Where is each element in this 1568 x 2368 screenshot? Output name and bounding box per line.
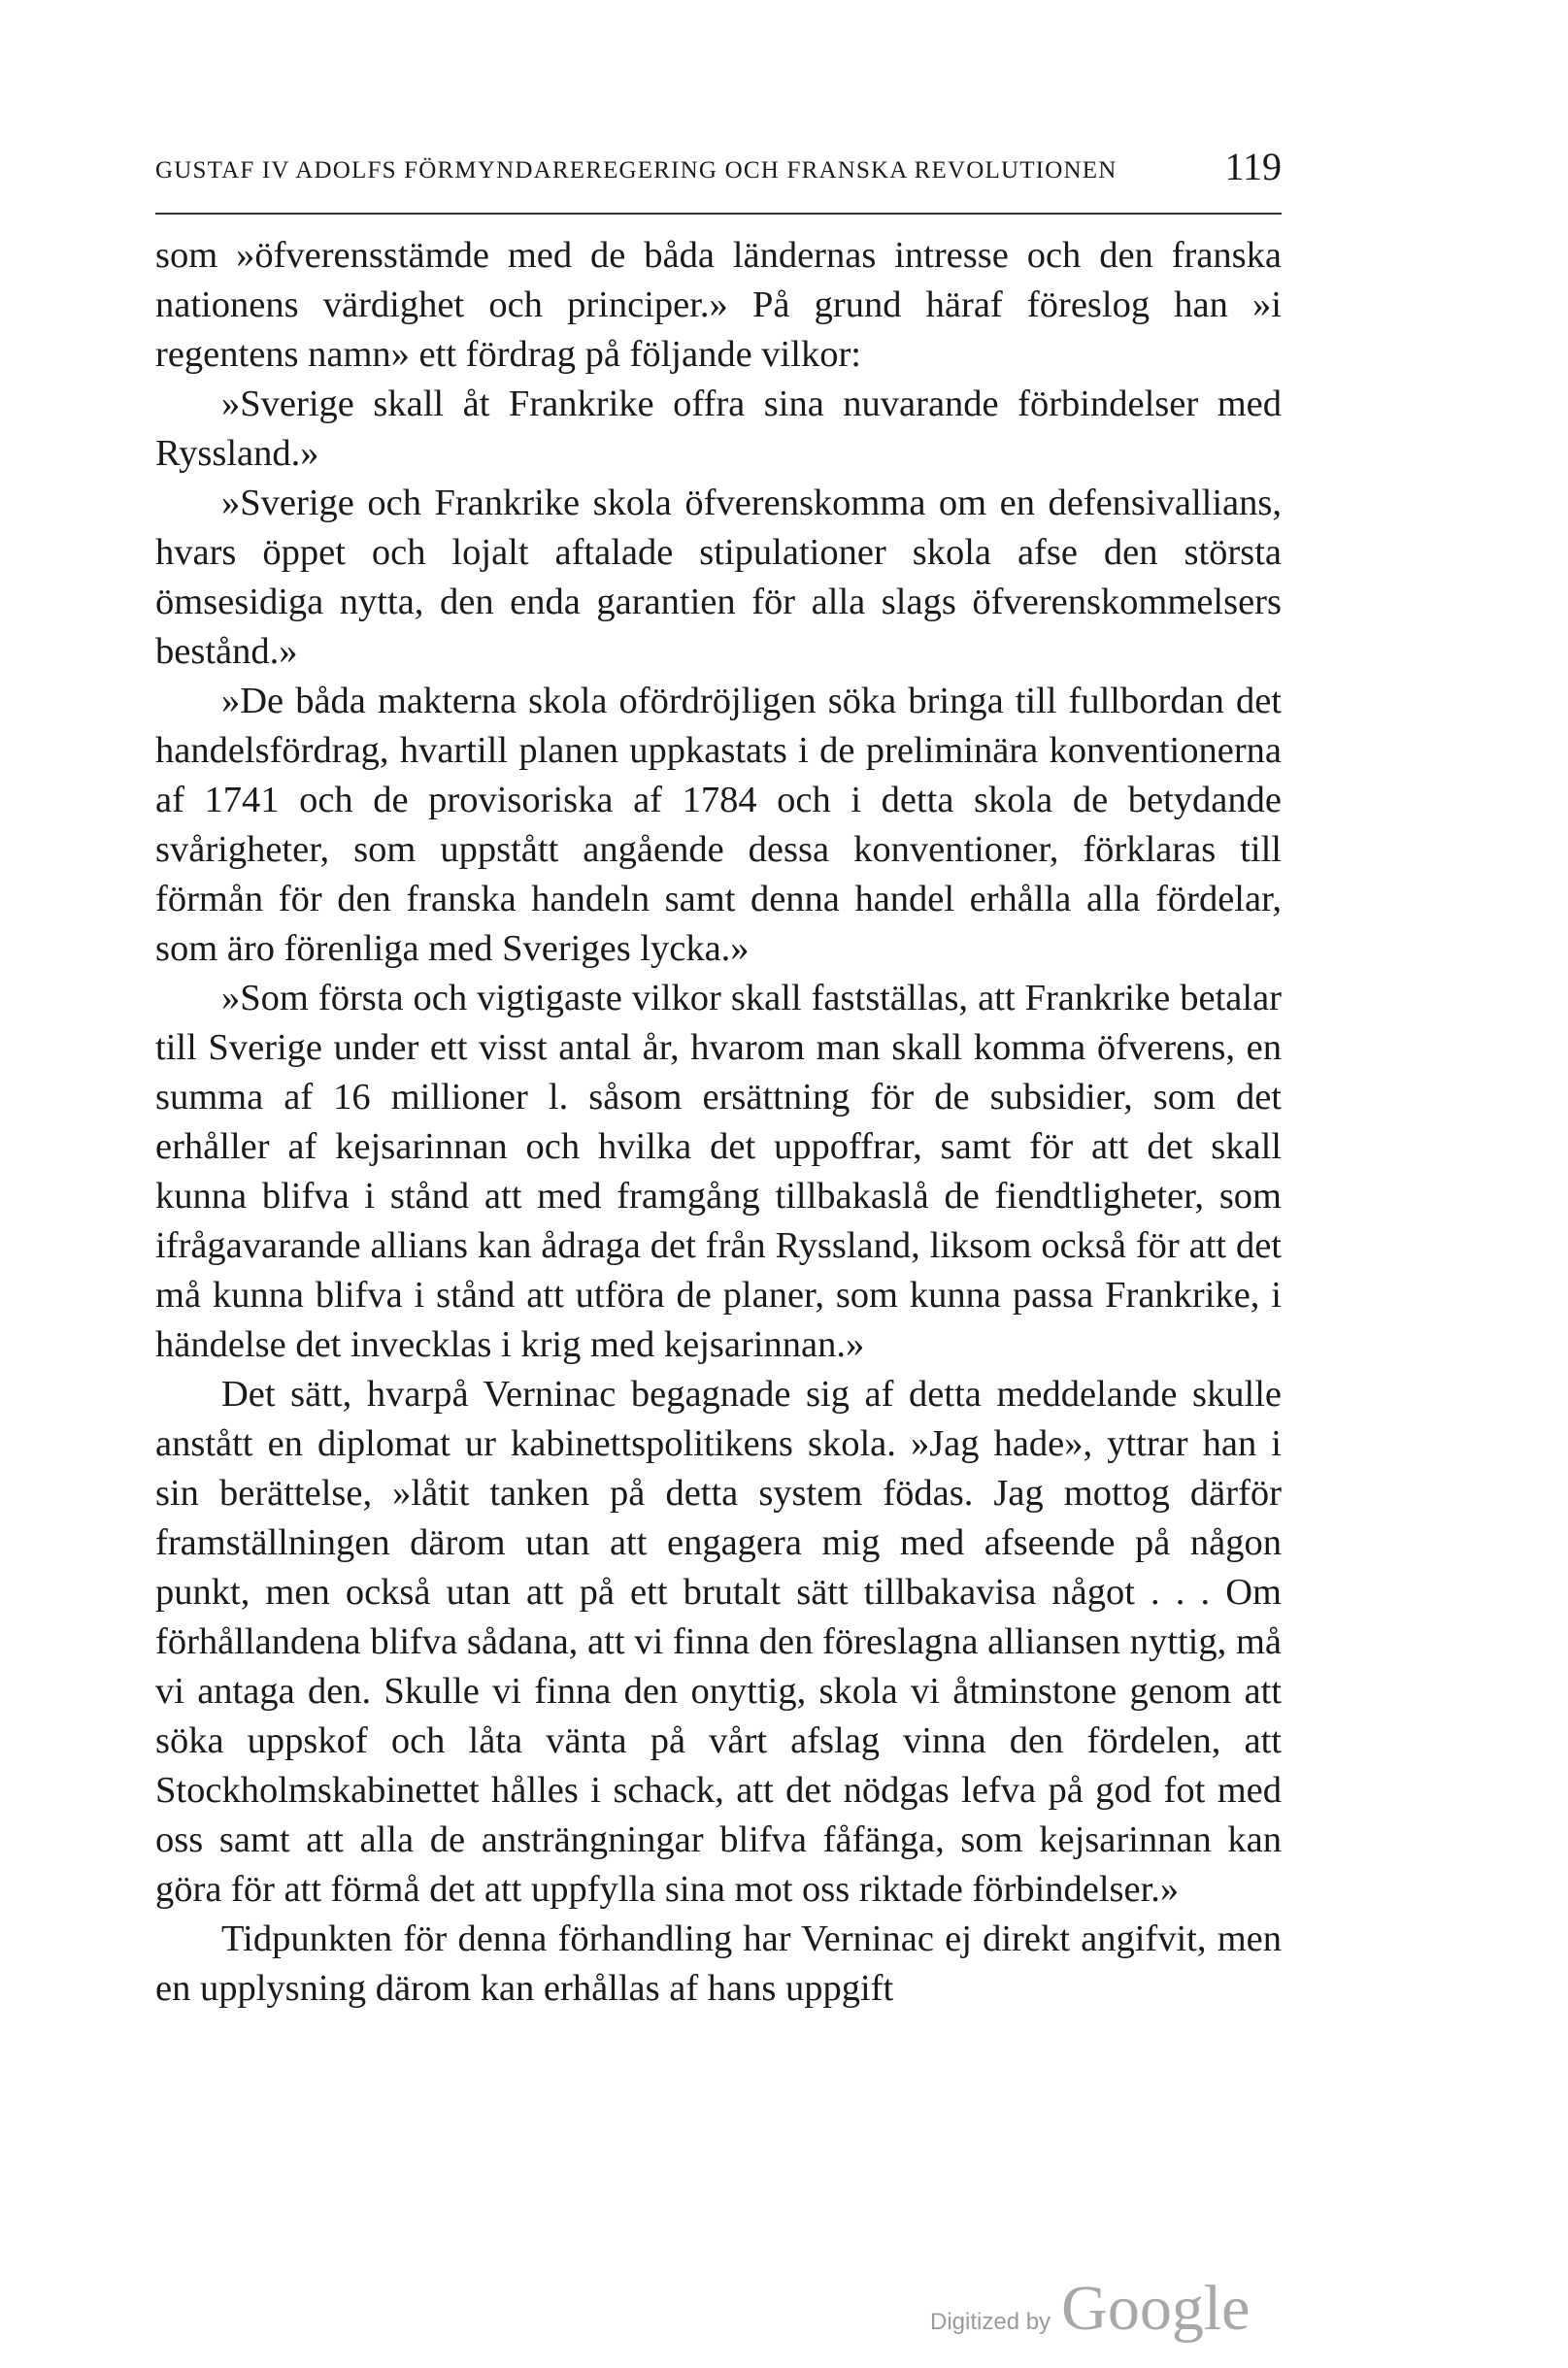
page-number: 119 — [1224, 145, 1282, 188]
watermark-prefix: Digitized by — [930, 2309, 1051, 2335]
running-title: GUSTAF IV ADOLFS FÖRMYNDAREREGERING OCH FRANSKA REVOLUTIONEN — [155, 157, 1118, 183]
digitized-watermark — [930, 2272, 1250, 2346]
running-header — [155, 144, 1282, 202]
paragraph-3: »Sverige och Frankrike skola öfverenskomma om en defensivallians, hvars öppet och lojalt aftalade stipulationer skola afse den största ömsesidiga nytta, den enda garantien för alla slags öfverenskommelsers bestånd.» — [155, 483, 1282, 672]
header-rule — [155, 213, 1282, 215]
paragraph-7: Tidpunkten för denna förhandling har Verninac ej direkt angifvit, men en upplysning därom kan erhållas af hans uppgift — [155, 1918, 1282, 2009]
google-logo: Google — [1061, 2273, 1251, 2344]
body-text — [155, 231, 1282, 2014]
paragraph-5: »Som första och vigtigaste vilkor skall fastställas, att Frankrike betalar till Sverige under ett visst antal år, hvarom man skall komma öfverens, en summa af 16 millioner l. såsom ersättning för de subsidier, som det erhåller af kejsarinnan och hvilka det uppoffrar, samt för att det skall kunna blifva i stånd att med framgång tillbakaslå de fiendtligheter, som ifrågavarande allians kan ådraga det från Ryssland, liksom också för att det må kunna blifva i stånd att utföra de planer, som kunna passa Frankrike, i händelse det invecklas i krig med kejsarinnan.» — [155, 978, 1282, 1365]
paragraph-4: »De båda makterna skola ofördröjligen söka bringa till fullbordan det handelsfördrag, hvartill planen uppkastats i de preliminära konventionerna af 1741 och de provisoriska af 1784 och i detta skola de betydande svårigheter, som uppstått angående dessa konventioner, förklaras till förmån för den franska handeln samt denna handel erhålla alla fördelar, som äro förenliga med Sveriges lycka.» — [155, 681, 1282, 969]
paragraph-1: som »öfverensstämde med de båda ländernas intresse och den franska nationens värdighet och principer.» På grund häraf föreslog han »i regentens namn» ett fördrag på följande vilkor: — [155, 235, 1282, 375]
paragraph-6: Det sätt, hvarpå Verninac begagnade sig af detta meddelande skulle anstått en diplomat ur kabinettspolitikens skola. »Jag hade», yttrar han i sin berättelse, »låtit tanken på detta system födas. Jag mottog därför framställningen därom utan att engagera mig med afseende på någon punkt, men också utan att på ett brutalt sätt tillbakavisa något . . . Om förhållandena blifva sådana, att vi finna den föreslagna alliansen nyttig, må vi antaga den. Skulle vi finna den onyttig, skola vi åtminstone genom att söka uppskof och låta vänta på vårt afslag vinna den fördelen, att Stockholmskabinettet hålles i schack, att det nödgas lefva på god fot med oss samt att alla de ansträngningar blifva fåfänga, som kejsarinnan kan göra för att förmå det att uppfylla sina mot oss riktade förbindelser.» — [155, 1374, 1282, 1910]
paragraph-2: »Sverige skall åt Frankrike offra sina nuvarande förbindelser med Ryssland.» — [155, 384, 1282, 474]
